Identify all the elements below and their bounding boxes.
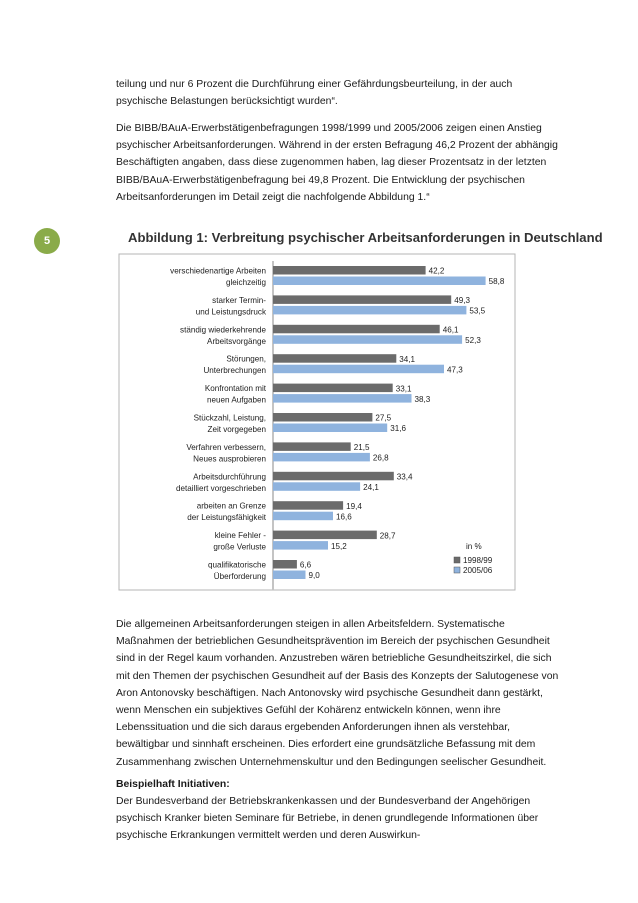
category-label: große Verluste — [213, 542, 266, 552]
category-label: starker Termin- — [212, 295, 266, 305]
bar-1998-99 — [273, 413, 372, 422]
category-label: qualifikatorische — [207, 560, 266, 570]
bar-2005-06 — [273, 306, 466, 315]
bar-1998-99 — [273, 560, 297, 569]
data-label: 26,8 — [372, 453, 389, 463]
bar-2005-06 — [273, 335, 462, 344]
page-number-badge: 5 — [34, 228, 60, 254]
legend-swatch — [454, 557, 460, 563]
data-label: 33,1 — [395, 384, 412, 394]
data-label: 31,6 — [390, 424, 406, 434]
category-label: Stückzahl, Leistung, — [193, 413, 266, 423]
bar-2005-06 — [273, 482, 360, 491]
category-label: der Leistungsfähigkeit — [187, 513, 266, 523]
category-label: Arbeitsvorgänge — [207, 336, 266, 346]
initiatives-paragraph: Der Bundesverband der Betriebskrankenkassen und der Bundesverband der Angehörigen psychisch Kranker bieten Seminare für Betriebe, in denen grundlegende Informationen über psychische Erkrankungen vermittelt werden und deren Auswirkun- — [116, 796, 539, 842]
category-label: Verfahren verbessern, — [186, 442, 266, 452]
data-label: 42,2 — [428, 266, 445, 276]
bar-1998-99 — [273, 472, 394, 481]
data-label: 21,5 — [353, 443, 370, 453]
legend-label: 2005/06 — [463, 566, 493, 575]
data-label: 15,2 — [331, 541, 347, 551]
category-label: kleine Fehler - — [214, 531, 266, 541]
data-label: 47,3 — [447, 365, 463, 375]
category-label: Unterbrechungen — [203, 366, 266, 376]
bar-2005-06 — [273, 277, 486, 286]
category-label: Arbeitsdurchführung — [193, 472, 266, 482]
data-label: 16,6 — [336, 512, 352, 522]
bar-1998-99 — [273, 501, 343, 510]
bar-1998-99 — [273, 266, 426, 275]
bar-1998-99 — [273, 354, 396, 363]
category-label: Zeit vorgegeben — [207, 425, 266, 434]
survey-paragraph: Die BIBB/BAuA-Erwerbstätigenbefragungen 1998/1999 und 2005/2006 zeigen einen Anstieg psychischer Arbeitsanforderungen. Während in der ersten Befragung 46,2 Prozent der abhängig Beschäftigten angaben, dass diese zugenommen haben, lag dieser Prozentsatz in der letzten BIBB/BAuA-Erwerbstätigenbefragung bei 49,8 Prozent. Die Entwicklung der psychischen Arbeitsanforderungen im Detail zeigt die nachfolgende Abbildung 1.“ — [116, 123, 558, 203]
unit-label: in % — [466, 542, 482, 551]
category-label: Konfrontation mit — [204, 384, 266, 394]
intro-paragraph: teilung und nur 6 Prozent die Durchführung einer Gefährdungsbeurteilung, in der auch psychische Belastungen berücksichtigt wurden“. — [116, 79, 513, 108]
category-label: und Leistungsdruck — [195, 307, 266, 317]
bar-1998-99 — [273, 325, 440, 334]
category-label: arbeiten an Grenze — [196, 501, 266, 511]
discussion-paragraph: Die allgemeinen Arbeitsanforderungen steigen in allen Arbeitsfeldern. Systematische Maßnahmen der betrieblichen Gesundheitsprävention im Bereich der psychischen Gesundheit sind in der Regel kaum vorhanden. Anzustreben wären betriebliche Gesundheitszirkel, die sich mit den Themen der psychischen Gesundheit auf der Basis des Konzepts der Salutogenese von Aron Antonovsky beschäftigen. Nach Antonovsky wird psychische Gesundheit dann gestärkt, wenn Menschen ein subjektives Gefühl der Kohärenz entwickeln können, wenn ihre Lebenssituation und die sich daraus ergebenden Anforderungen ihnen als verstehbar, bewältigbar und sinnhaft erscheinen. Dies erfordert eine grundsätzliche Befassung mit dem Zusammenhang zwischen Unternehmenskultur und den Bedingungen seelischer Gesundheit. — [116, 619, 559, 768]
data-label: 27,5 — [375, 413, 392, 423]
bar-1998-99 — [273, 442, 351, 451]
bar-2005-06 — [273, 365, 444, 374]
data-label: 34,1 — [399, 354, 416, 364]
bar-1998-99 — [273, 384, 393, 393]
legend-swatch — [454, 567, 460, 573]
bar-2005-06 — [273, 512, 333, 521]
data-label: 49,3 — [454, 296, 470, 306]
category-label: neuen Aufgaben — [207, 395, 266, 405]
category-label: gleichzeitig — [225, 278, 266, 287]
data-label: 53,5 — [469, 306, 486, 316]
data-label: 19,4 — [346, 501, 362, 511]
bar-2005-06 — [273, 571, 306, 580]
bar-1998-99 — [273, 531, 377, 540]
data-label: 28,7 — [379, 531, 396, 541]
initiatives-heading: Beispielhaft Initiativen: — [116, 779, 230, 790]
bar-2005-06 — [273, 424, 387, 433]
bar-1998-99 — [273, 295, 451, 304]
legend-label: 1998/99 — [463, 556, 493, 565]
bar-2005-06 — [273, 453, 370, 462]
data-label: 38,3 — [414, 394, 431, 404]
data-label: 33,4 — [396, 472, 413, 482]
category-label: ständig wiederkehrende — [180, 325, 266, 335]
bar-chart — [118, 253, 516, 591]
data-label: 46,1 — [442, 325, 459, 335]
bar-2005-06 — [273, 394, 412, 403]
category-label: Störungen, — [226, 354, 266, 364]
data-label: 24,1 — [363, 483, 379, 492]
bar-2005-06 — [273, 541, 328, 550]
category-label: Überforderung — [213, 572, 266, 581]
data-label: 6,6 — [299, 560, 312, 570]
data-label: 52,3 — [465, 336, 481, 345]
category-label: Neues ausprobieren — [193, 454, 266, 464]
chart-title: Abbildung 1: Verbreitung psychischer Arbeitsanforderungen in Deutschland — [128, 230, 603, 245]
category-label: detailliert vorgeschrieben — [176, 483, 266, 493]
data-label: 9,0 — [308, 571, 320, 581]
category-label: verschiedenartige Arbeiten — [170, 266, 266, 276]
data-label: 58,8 — [488, 277, 505, 287]
